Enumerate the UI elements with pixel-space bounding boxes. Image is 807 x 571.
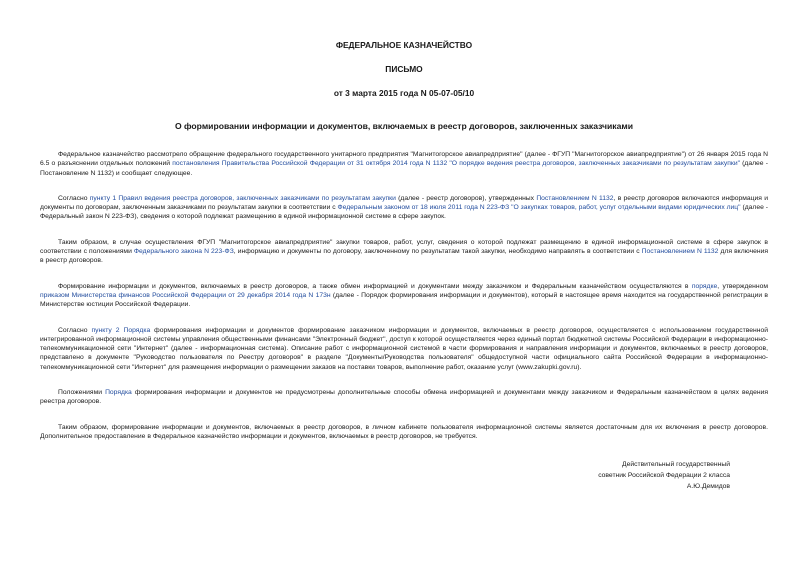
text: (далее - Порядок формирования информации и документов), который в настоящее время находится на государственной регистрации в Министерстве юстиции Российской Федерации.	[40, 291, 769, 309]
signature-name: А.Ю.Демидов	[686, 483, 730, 490]
link-prikaz-173n[interactable]: приказом Министерства финансов Российской Федерации от 29 декабря 2014 года N 173н	[40, 291, 331, 299]
text: Положениями	[58, 389, 106, 397]
paragraph-2	[40, 194, 768, 222]
link-law-223fz[interactable]: Федеральным законом от 18 июля 2011 года N 223-ФЗ "О закупках товаров, работ, услуг отдельными видами юридических лиц"	[337, 204, 741, 212]
signature-title-2: советник Российской Федерации 2 класса	[598, 472, 730, 479]
paragraph-1	[40, 150, 768, 178]
text: Таким образом, в случае осуществления ФГУП "Магнитогорское авиапредприятие" закупки товаров, работ, услуг, сведения о которой подлежат размещению в единой информационной системе в сфере закупок в соответствии с положениями	[40, 238, 768, 256]
doc-title: О формировании информации и документов, включаемых в реестр договоров, заключенных заказчиками	[174, 121, 634, 131]
signature-block	[598, 459, 730, 492]
text: (далее - Постановление N 1132) и сообщает следующее.	[40, 160, 768, 177]
text: Таким образом, формирование информации и документов, включаемых в реестр договоров, в личном кабинете пользователя информационной системы является достаточным для их включения в реестр договоров. Дополнительное предоставление в Федеральное казначейство информации и документов, включаемых в реестр договоров, не требуется.	[40, 423, 768, 440]
paragraph-6	[40, 388, 768, 407]
letter-body	[40, 150, 768, 457]
link-poryadok-point-2[interactable]: пункту 2 Порядка	[91, 326, 151, 334]
doc-date-number: от 3 марта 2015 года N 05-07-05/10	[333, 88, 475, 98]
text: Согласно	[58, 194, 90, 202]
link-poryadok[interactable]: порядке	[691, 282, 718, 290]
text: Согласно	[58, 326, 92, 334]
text: для включения в реестр договоров.	[40, 248, 768, 265]
link-poryadok[interactable]: Порядка	[105, 389, 132, 397]
doc-type: ПИСЬМО	[385, 64, 423, 74]
text: , в реестр договоров включаются информация и документы по договорам, заключенным заказчиками по результатам закупки в соответствии с	[40, 194, 769, 212]
text: (далее - реестр договоров), утвержденных	[395, 194, 537, 202]
text: Федеральное казначейство рассмотрело обращение федерального государственного унитарного предприятия "Магнитогорское авиапредприятие" (далее - ФГУП "Магнитогорское авиапредприятие") от 26 января 2015 года N 6.5 о разъяснении отдельных положений	[40, 151, 768, 168]
signature-title-1: Действительный государственный	[622, 461, 730, 468]
paragraph-4	[40, 282, 768, 310]
link-law-223fz[interactable]: Федерального закона N 223-ФЗ	[133, 248, 234, 256]
paragraph-7	[40, 423, 768, 442]
org-name: ФЕДЕРАЛЬНОЕ КАЗНАЧЕЙСТВО	[335, 40, 473, 50]
text: , информацию и документы по договору, заключенному по результатам такой закупки, необходимо направлять в соответствии с	[233, 248, 642, 256]
paragraph-3	[40, 238, 768, 266]
text: , утвержденном	[717, 282, 768, 290]
link-postanovlenie-1132[interactable]: Постановлением N 1132	[641, 248, 719, 256]
link-postanovlenie-1132[interactable]: постановления Правительства Российской Федерации от 31 октября 2014 года N 1132 "О порядке ведения реестра договоров, заключенных заказчиками по результатам закупки"	[172, 160, 740, 168]
text: формирования информации и документов не предусмотрены дополнительные способы обмена информацией и документами между заказчиком и Федеральным казначейством в целях ведения реестра договоров.	[40, 389, 768, 406]
text: Формирование информации и документов, включаемых в реестр договоров, а также обмен информацией и документами между заказчиком и Федеральным казначейством осуществляются в	[58, 282, 692, 290]
text: формирования информации и документов формирование заказчиком информации и документов, включаемых в реестр договоров, осуществляется с использованием государственной интегрированной информационной системы управления общественными финансами "Электронный бюджет", доступ к которой осуществляется через единый портал бюджетной системы Российской Федерации в информационно-телекоммуникационной сети "Интернет" (далее - информационная система). Описание работ с информационной системой в части формирования и направления информации и документов, включаемых в реестр договоров, представлено в документе "Руководство пользователя по Реестру договоров" в разделе "Документы/Руководства пользователя" общедоступной части официального сайта Российской Федерации в информационно-телекоммуникационной сети "Интернет" для размещения информации о размещении заказов на поставки товаров, выполнение работ, оказание услуг (www.zakupki.gov.ru).	[40, 326, 768, 371]
paragraph-5	[40, 326, 768, 372]
link-rules-point-1[interactable]: пункту 1 Правил ведения реестра договоров, заключенных заказчиками по результатам закупки	[89, 194, 396, 202]
link-postanovlenie-1132[interactable]: Постановлением N 1132	[536, 194, 614, 202]
text: (далее - Федеральный закон N 223-ФЗ), сведения о которой подлежат размещению в единой информационной системе в сфере закупок.	[40, 204, 769, 221]
